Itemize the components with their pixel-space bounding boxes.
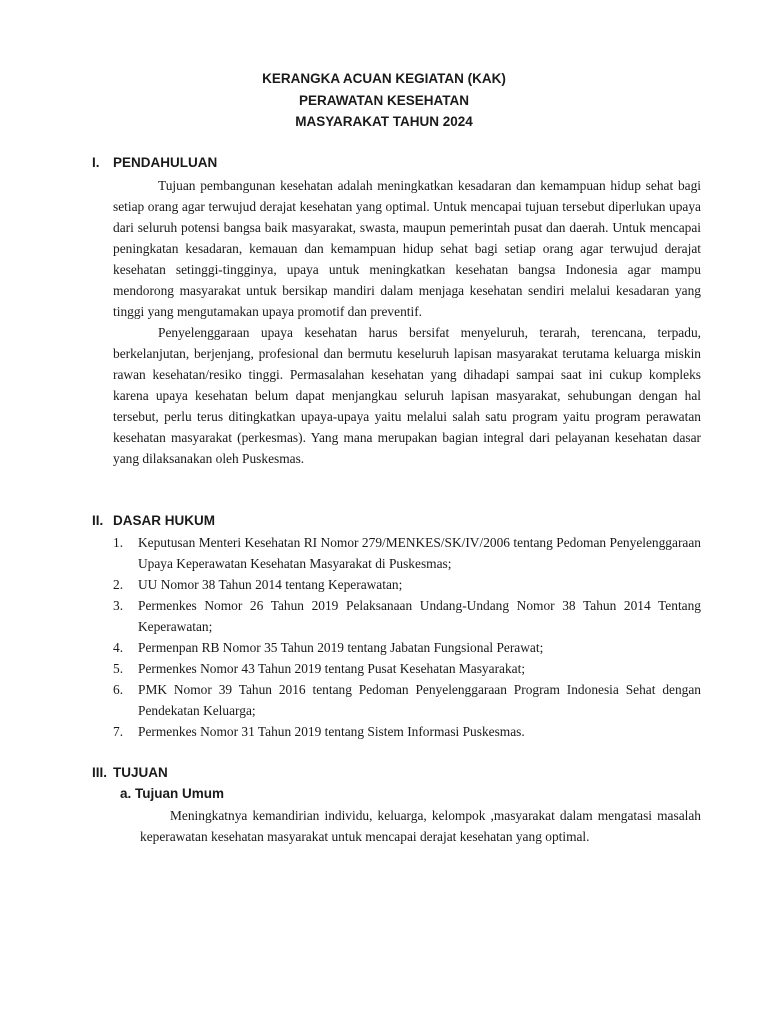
- list-item-number: 7.: [113, 724, 124, 739]
- list-item: [113, 532, 701, 574]
- dasar-hukum-list: [113, 532, 701, 742]
- section-number: II.: [92, 513, 104, 528]
- list-item-text: Keputusan Menteri Kesehatan RI Nomor 279/MENKES/SK/IV/2006 tentang Pedoman Penyelenggaraan Upaya Keperawatan Kesehatan Masyarakat di Puskesmas;: [138, 535, 701, 571]
- title-line-3: MASYARAKAT TAHUN 2024: [295, 114, 473, 129]
- section-number: I.: [92, 155, 100, 170]
- list-item: [113, 637, 701, 658]
- section-number: III.: [92, 765, 108, 780]
- list-item-text: Permenpan RB Nomor 35 Tahun 2019 tentang Jabatan Fungsional Perawat;: [138, 640, 544, 655]
- paragraph: Tujuan pembangunan kesehatan adalah meningkatkan kesadaran dan kemampuan hidup sehat bagi setiap orang agar terwujud derajat kesehatan yang optimal. Untuk mencapai tujuan tersebut diperlukan upaya dari seluruh potensi bangsa baik masyarakat, swasta, maupun pemerintah pusat dan daerah. Untuk mencapai peningkatan kesadaran, kemauan dan kemampuan hidup sehat bagi setiap orang agar terwujud derajat kesehatan setinggi-tingginya, upaya untuk meningkatkan kesehatan bangsa Indonesia agar mampu mendorong masyarakat untuk bersikap mandiri dalam menjaga kesehatan sendiri melalui kesadaran yang tinggi yang mengutamakan upaya promotif dan preventif.: [113, 178, 701, 319]
- tujuan-umum-paragraph: Meningkatnya kemandirian individu, keluarga, kelompok ,masyarakat dalam mengatasi masalah keperawatan kesehatan masyarakat untuk mencapai derajat kesehatan yang optimal.: [140, 808, 701, 844]
- list-item-number: 5.: [113, 661, 124, 676]
- list-item-number: 6.: [113, 682, 124, 697]
- section-heading-pendahuluan: [92, 152, 217, 173]
- document-title: [0, 68, 768, 133]
- list-item-number: 2.: [113, 577, 124, 592]
- section-title: TUJUAN: [113, 765, 168, 780]
- section-title: PENDAHULUAN: [113, 155, 218, 170]
- list-item: [113, 595, 701, 637]
- title-line-2: PERAWATAN KESEHATAN: [298, 92, 469, 108]
- list-item-text: Permenkes Nomor 43 Tahun 2019 tentang Pusat Kesehatan Masyarakat;: [138, 661, 526, 676]
- subsection-heading-tujuan-umum: a. Tujuan Umum: [120, 786, 225, 801]
- section-heading-dasar-hukum: [92, 510, 215, 531]
- list-item: [113, 679, 701, 721]
- pendahuluan-body: [113, 175, 701, 469]
- list-item-text: UU Nomor 38 Tahun 2014 tentang Keperawatan;: [138, 577, 403, 592]
- list-item-text: Permenkes Nomor 31 Tahun 2019 tentang Sistem Informasi Puskesmas.: [138, 724, 525, 739]
- list-item: [113, 658, 701, 679]
- list-item-number: 4.: [113, 640, 124, 655]
- list-item-number: 1.: [113, 535, 124, 550]
- paragraph: Penyelenggaraan upaya kesehatan harus bersifat menyeluruh, terarah, terencana, terpadu, berkelanjutan, berjenjang, profesional dan bermutu keseluruh lapisan masyarakat terutama keluarga miskin rawan kesehatan/resiko tinggi. Permasalahan kesehatan yang dihadapi sampai saat ini cukup kompleks karena upaya kesehatan belum dapat menjangkau seluruh lapisan masyarakat, sehubungan dengan hal tersebut, perlu terus ditingkatkan upaya-upaya yaitu melalui salah satu program yaitu program perawatan kesehatan masyarakat (perkesmas). Yang mana merupakan bagian integral dari pelayanan kesehatan dasar yang dilaksanakan oleh Puskesmas.: [113, 325, 701, 466]
- list-item-text: Permenkes Nomor 26 Tahun 2019 Pelaksanaan Undang-Undang Nomor 38 Tahun 2014 Tentang Keperawatan;: [138, 598, 701, 634]
- list-item: [113, 574, 701, 595]
- list-item: [113, 721, 701, 742]
- title-line-1: KERANGKA ACUAN KEGIATAN (KAK): [262, 71, 506, 86]
- list-item-text: PMK Nomor 39 Tahun 2016 tentang Pedoman Penyelenggaraan Program Indonesia Sehat dengan Pendekatan Keluarga;: [138, 682, 701, 718]
- list-item-number: 3.: [113, 598, 124, 613]
- section-title: DASAR HUKUM: [113, 513, 215, 528]
- section-heading-tujuan: [92, 762, 168, 783]
